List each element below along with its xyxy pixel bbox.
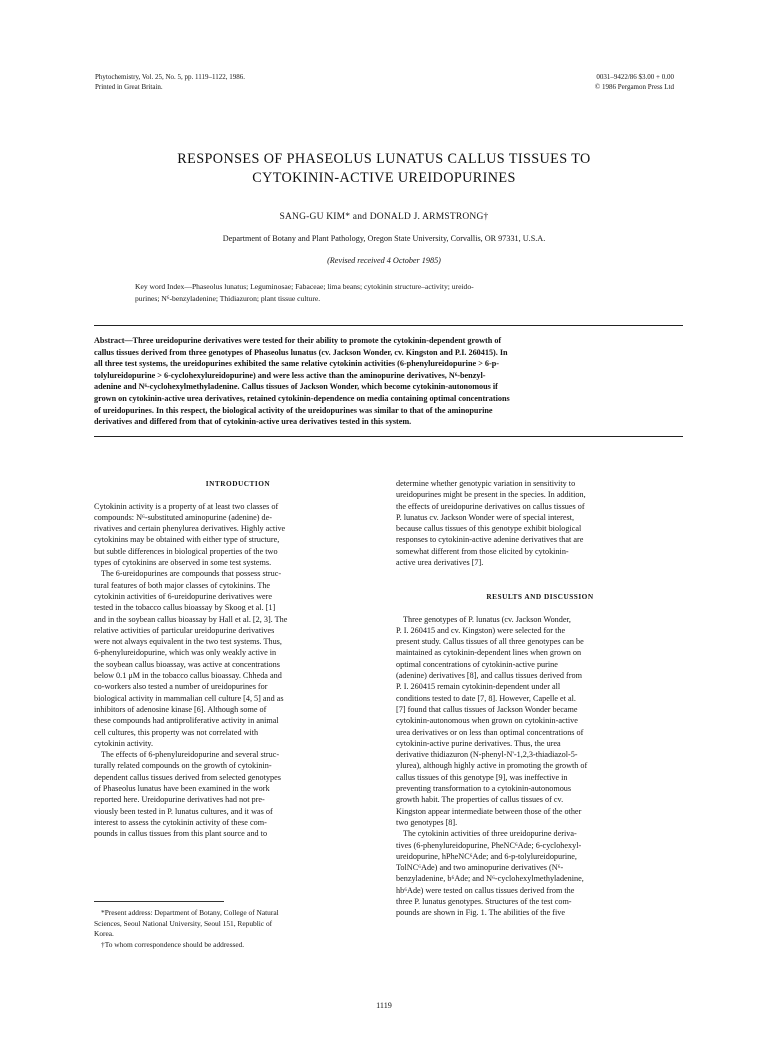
text-line: callus tissues of this genotype [9], was ineffective in: [396, 772, 568, 782]
text-line: P. I. 260415 and cv. Kingston) were selected for the: [396, 625, 566, 635]
text-line: cell cultures, this property was not correlated with: [94, 727, 259, 737]
text-line: benzyladenine, b⁶Ade; and N⁶-cyclohexylmethyladenine,: [396, 874, 584, 884]
text-line: growth habit. The properties of callus tissues of cv.: [396, 795, 564, 805]
right-column: [396, 478, 684, 919]
text-line: TolNC⁶Ade) and two aminopurine derivatives (N⁶-: [396, 863, 564, 873]
text-line: but subtle differences in biological properties of the two: [94, 546, 278, 556]
text-line: The 6-ureidopurines are compounds that possess struc-: [101, 569, 282, 579]
text-line: The cytokinin activities of three ureidopurine deriva-: [403, 829, 577, 839]
text-line: co-workers also tested a number of ureidopurines for: [94, 682, 268, 692]
abstract-line: of ureidopurines. In this respect, the biological activity of the ureidopurines was similar to that of the aminopurine: [94, 405, 493, 415]
text-line: were not always equivalent in the two test systems. Thus,: [94, 637, 282, 647]
text-line: optimal concentrations of cytokinin-active purine: [396, 659, 558, 669]
text-line: cytokinin activities of 6-ureidopurine derivatives were: [94, 591, 273, 601]
text-line: the soybean callus bioassay, was active at concentrations: [94, 659, 280, 669]
text-line: hb⁶Ade) were tested on callus tissues derived from the: [396, 885, 575, 895]
text-line: (adenine) derivatives [8], and callus tissues derived from: [396, 671, 582, 681]
text-line: two genotypes [8].: [396, 817, 458, 827]
text-line: cytokinin-active purine derivatives. Thus, the urea: [396, 738, 561, 748]
journal-code-line: 0031–9422/86 $3.00 + 0.00: [596, 73, 674, 81]
footnote-line: *Present address: Department of Botany, College of Natural: [101, 908, 279, 917]
text-line: pounds in callus tissues from this plant source and to: [94, 829, 268, 839]
text-line: determine whether genotypic variation in sensitivity to: [396, 479, 576, 488]
intro-paragraph-3: [94, 749, 382, 839]
journal-citation-line: Printed in Great Britain.: [95, 82, 163, 91]
text-line: dependent callus tissues derived from selected genotypes: [94, 772, 281, 782]
abstract-line: Abstract—Three ureidopurine derivatives were tested for their ability to promote the cytokinin-dependent growth of: [94, 336, 502, 345]
text-line: active urea derivatives [7].: [396, 558, 484, 568]
text-line: rivatives and certain phenylurea derivatives. Highly active: [94, 524, 286, 534]
text-line: Three genotypes of P. lunatus (cv. Jackson Wonder,: [403, 614, 571, 624]
text-line: preventing transformation to a cytokinin-autonomous: [396, 784, 572, 794]
journal-code: [595, 73, 674, 92]
text-line: and in the soybean callus bioassay by Hall et al. [2, 3]. The: [94, 614, 288, 624]
text-line: ureidopurines might be present in the species. In addition,: [396, 490, 586, 500]
revised-date: (Revised received 4 October 1985): [327, 256, 441, 265]
text-line: P. I. 260415 remain cytokinin-dependent under all: [396, 682, 561, 692]
text-line: ureidopurine, hPheNC⁶Ade; and 6-p-tolylureidopurine,: [396, 851, 577, 861]
footnote-line: Korea.: [94, 929, 114, 938]
abstract-line: tolylureidopurine > 6-cyclohexylureidopurine) and were less active than the aminopurine derivatives, N⁶-benzyl-: [94, 370, 486, 380]
abstract-line: adenine and N⁶-cyclohexylmethyladenine. Callus tissues of Jackson Wonder, which become cytokinin-autonomous if: [94, 382, 498, 392]
abstract-divider: [94, 436, 683, 437]
text-line: cytokinins may be obtained with either type of structure,: [94, 535, 280, 545]
text-line: responses to cytokinin-active adenine derivatives that are: [396, 535, 584, 545]
results-heading: RESULTS AND DISCUSSION: [486, 591, 594, 601]
text-line: cytokinin-autonomous when grown on cytokinin-active: [396, 716, 578, 726]
text-line: 6-phenylureidopurine, which was only weakly active in: [94, 648, 277, 658]
text-line: cytokinin activity.: [94, 738, 154, 748]
text-line: three P. lunatus genotypes. Structures of the test com-: [396, 896, 572, 906]
top-divider: [94, 325, 683, 326]
title-line: RESPONSES OF PHASEOLUS LUNATUS CALLUS TISSUES TO: [177, 151, 591, 167]
keyword-index: [135, 281, 655, 305]
abstract-line: callus tissues derived from three genotypes of Phaseolus lunatus (cv. Jackson Wonder, cv. Kingston and P.I. 260415). In: [94, 347, 508, 357]
journal-code-line: © 1986 Pergamon Press Ltd: [594, 82, 674, 91]
text-line: turally related compounds on the growth of cytokinin-: [94, 761, 272, 771]
text-line: relative activities of particular ureidopurine derivatives: [94, 625, 275, 635]
text-line: [7] found that callus tissues of Jackson Wonder became: [396, 704, 578, 714]
text-line: viously been tested in P. lunatus cultures, and it was of: [94, 806, 273, 816]
text-line: maintained as cytokinin-dependent lines when grown on: [396, 648, 582, 658]
text-line: tural features of both major classes of cytokinins. The: [94, 580, 271, 590]
text-line: tives (6-phenylureidopurine, PheNC⁶Ade; 6-cyclohexyl-: [396, 840, 582, 850]
text-line: tested in the tobacco callus bioassay by Skoog et al. [1]: [94, 603, 276, 613]
results-paragraph-2: [396, 828, 684, 918]
text-line: The effects of 6-phenylureidopurine and several struc-: [101, 750, 280, 760]
intro-paragraph-1: [94, 501, 382, 569]
footnote-line: †To whom correspondence should be addressed.: [101, 939, 245, 949]
abstract-line: grown on cytokinin-active urea derivatives, retained cytokinin-dependence on media containing optimal concentrations: [94, 393, 510, 403]
text-line: ylurea), although highly active in promoting the growth of: [396, 761, 588, 771]
keyword-line: purines; N⁶-benzyladenine; Thidiazuron; plant tissue culture.: [135, 294, 321, 303]
text-line: conditions tested to date [7, 8]. However, Capelle et al.: [396, 693, 576, 703]
left-column: [94, 478, 382, 840]
journal-citation: [95, 73, 245, 92]
text-line: types of cytokinins are observed in some test systems.: [94, 558, 272, 568]
text-line: derivative thidiazuron (N-phenyl-N'-1,2,3-thiadiazol-5-: [396, 750, 578, 760]
title-line: CYTOKININ-ACTIVE UREIDOPURINES: [252, 169, 516, 186]
text-line: these compounds had antiproliferative activity in animal: [94, 716, 279, 726]
text-line: interest to assess the cytokinin activity of these com-: [94, 817, 267, 827]
intro-continuation: [396, 478, 684, 568]
text-line: biological activity in mammalian cell culture [4, 5] and as: [94, 693, 284, 703]
text-line: Cytokinin activity is a property of at least two classes of: [94, 501, 279, 511]
abstract-line: derivatives and differed from that of cytokinin-active urea derivatives tested in this system.: [94, 417, 412, 427]
author-list: SANG-GU KIM* and DONALD J. ARMSTRONG†: [279, 212, 489, 222]
journal-citation-line: Phytochemistry, Vol. 25, No. 5, pp. 1119–1122, 1986.: [95, 73, 245, 81]
footnote-line: Sciences, Seoul National University, Seoul 151, Republic of: [94, 918, 273, 928]
abstract: [94, 335, 683, 428]
text-line: of Phaseolus lunatus have been examined in the work: [94, 784, 270, 794]
article-title: [80, 150, 688, 187]
introduction-heading: INTRODUCTION: [205, 479, 271, 488]
text-line: compounds: N⁶-substituted aminopurine (adenine) de-: [94, 512, 272, 522]
text-line: present study. Callus tissues of all three genotypes can be: [396, 637, 584, 647]
abstract-line: all three test systems, the ureidopurines exhibited the same relative cytokinin activities (6-phenylureidopurine > 6-p-: [94, 359, 500, 369]
text-line: below 0.1 μM in the tobacco callus bioassay. Chheda and: [94, 671, 282, 681]
page-number: 1119: [376, 1001, 392, 1010]
text-line: somewhat different from those elicited by cytokinin-: [396, 546, 569, 556]
text-line: the effects of ureidopurine derivatives on callus tissues of: [396, 501, 585, 511]
text-line: inhibitors of adenosine kinase [6]. Although some of: [94, 704, 267, 714]
affiliation: Department of Botany and Plant Pathology, Oregon State University, Corvallis, OR 97331, U.S.A.: [222, 234, 546, 243]
keyword-line: Key word Index—Phaseolus lunatus; Leguminosae; Fabaceae; lima beans; cytokinin structure–activity; ureido-: [135, 282, 474, 291]
footnote-divider: [94, 901, 224, 902]
footnotes: [94, 908, 382, 950]
results-paragraph-1: [396, 614, 684, 829]
text-line: urea derivatives or on less than optimal concentrations of: [396, 727, 584, 737]
text-line: Kingston appear intermediate between those of the other: [396, 806, 582, 816]
intro-paragraph-2: [94, 568, 382, 749]
text-line: because callus tissues of this genotype exhibit biological: [396, 524, 582, 534]
text-line: pounds are shown in Fig. 1. The abilities of the five: [396, 908, 566, 918]
text-line: reported here. Ureidopurine derivatives had not pre-: [94, 795, 265, 805]
text-line: P. lunatus cv. Jackson Wonder were of special interest,: [396, 512, 575, 522]
